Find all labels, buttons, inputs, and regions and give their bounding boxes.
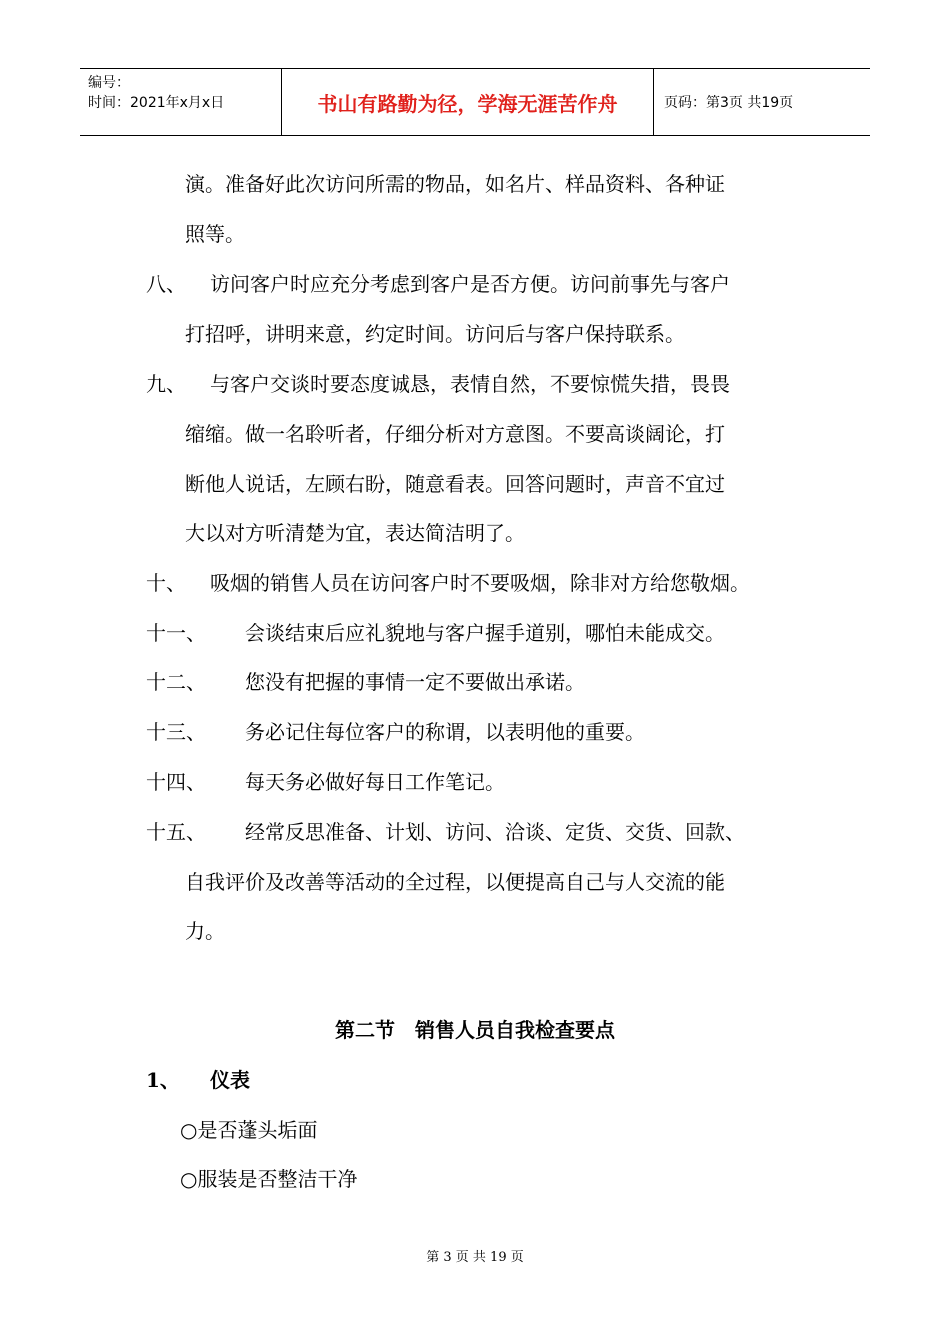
header-page-label: 页码：第3页 共19页 [664, 95, 794, 111]
code-label: 编号： [88, 75, 130, 91]
item-8-line-2: 打招呼，讲明来意，约定时间。访问后与客户保持联系。 [185, 322, 685, 346]
checklist-item-1: ○是否蓬头垢面 [180, 1118, 318, 1142]
section-title: 第二节 销售人员自我检查要点 [335, 1018, 615, 1042]
item-12-line-1: 您没有把握的事情一定不要做出承诺。 [245, 670, 585, 694]
item-15-number: 十五、 [146, 820, 206, 844]
item-11-number: 十一、 [146, 621, 206, 645]
item-9-line-2: 缩缩。做一名聆听者，仔细分析对方意图。不要高谈阔论，打 [185, 422, 725, 446]
item-9-line-4: 大以对方听清楚为宜，表达简洁明了。 [185, 521, 525, 545]
checklist-item-2: ○服装是否整洁干净 [180, 1167, 358, 1191]
item-10-line-1: 吸烟的销售人员在访问客户时不要吸烟，除非对方给您敬烟。 [210, 571, 750, 595]
time-label: 时间：2021年x月x日 [88, 95, 225, 111]
item-14-line-1: 每天务必做好每日工作笔记。 [245, 770, 505, 794]
item-14-number: 十四、 [146, 770, 206, 794]
header-motto: 书山有路勤为径，学海无涯苦作舟 [281, 69, 654, 135]
subsection-1-title: 仪表 [210, 1068, 250, 1092]
item-9-line-1: 与客户交谈时要态度诚恳，表情自然，不要惊慌失措，畏畏 [210, 372, 730, 396]
item-12-number: 十二、 [146, 670, 206, 694]
item-9-line-3: 断他人说话，左顾右盼，随意看表。回答问题时，声音不宜过 [185, 472, 725, 496]
header-meta [80, 69, 281, 135]
item-9-number: 九、 [146, 372, 186, 396]
item-8-number: 八、 [146, 272, 186, 296]
subsection-1-number: 1、 [146, 1068, 180, 1092]
item-8-line-1: 访问客户时应充分考虑到客户是否方便。访问前事先与客户 [210, 272, 730, 296]
item-13-number: 十三、 [146, 720, 206, 744]
page-footer: 第 3 页 共 19 页 [426, 1250, 524, 1265]
page-header [80, 68, 870, 136]
item-11-line-1: 会谈结束后应礼貌地与客户握手道别，哪怕未能成交。 [245, 621, 725, 645]
continuation-line-2: 照等。 [185, 222, 245, 246]
item-13-line-1: 务必记住每位客户的称谓，以表明他的重要。 [245, 720, 645, 744]
item-15-line-1: 经常反思准备、计划、访问、洽谈、定货、交货、回款、 [245, 820, 745, 844]
item-10-number: 十、 [146, 571, 186, 595]
continuation-line-1: 演。准备好此次访问所需的物品，如名片、样品资料、各种证 [185, 172, 725, 196]
item-15-line-2: 自我评价及改善等活动的全过程，以便提高自己与人交流的能 [185, 870, 725, 894]
item-15-line-3: 力。 [185, 919, 225, 943]
